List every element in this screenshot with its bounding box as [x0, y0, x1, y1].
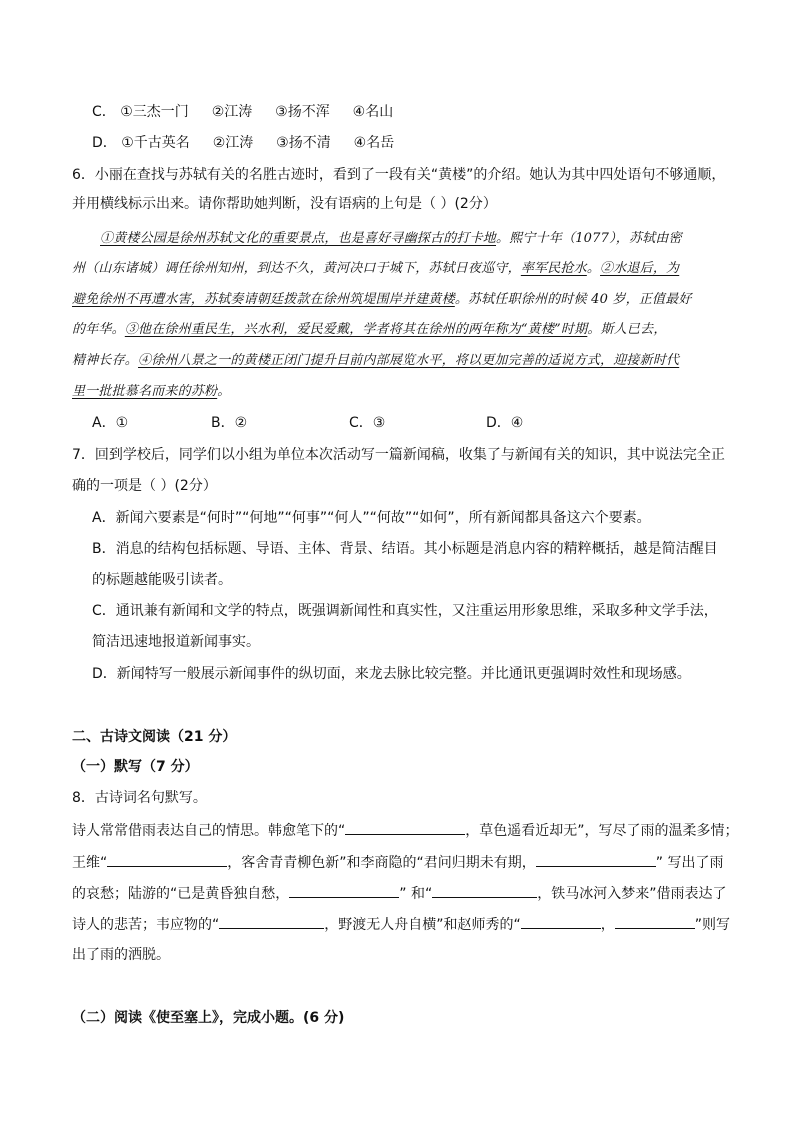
section-title: 二、古诗文阅读（21 分） [72, 729, 237, 745]
q6-option-b[interactable]: B．② [211, 415, 248, 431]
q7-option-d[interactable]: D．新闻特写一般展示新闻事件的纵切面，来龙去脉比较完整。并比通讯更强调时效性和现场感。 [92, 666, 691, 682]
q6-underlined-sentence-4: ④徐州八景之一的黄楼正闭门提升目前内部展览水平，将以更加完善的适说方式，迎接新时代 [138, 353, 680, 368]
q8-text: 王维“ [72, 855, 108, 871]
q5-option-d-item: ④名岳 [353, 135, 395, 151]
q8-blank-4[interactable] [289, 883, 399, 898]
q7-option-c[interactable]: C．通讯兼有新闻和文学的特点，既强调新闻性和真实性，又注重运用形象思维，采取多种文学手法， [92, 603, 718, 619]
q8-text: ，草色遥看近却无”，写尽了雨的温柔多情； [465, 823, 739, 839]
q8-blank-7[interactable] [521, 914, 601, 929]
q6-passage-line [72, 290, 692, 310]
q6-underlined-sentence-1: ①黄楼公园是徐州苏轼文化的重要景点，也是喜好寻幽探古的打卡地 [100, 231, 497, 246]
q8-paragraph-line [72, 852, 723, 873]
subsection-title: （一）默写（7 分） [72, 759, 199, 775]
q6-passage-line [72, 320, 667, 340]
q6-underlined-phrase: 率军民抢水 [520, 261, 587, 276]
q5-option-c-item: ③扬不浑 [275, 104, 330, 120]
q7-stem-line1: 7．回到学校后，同学们以小组为单位本次活动写一篇新闻稿，收集了与新闻有关的知识，其中说法完全正 [72, 447, 725, 463]
q8-text: ， [600, 917, 615, 933]
q8-text: ”则写 [694, 917, 731, 933]
q6-stem-line1: 6．小丽在查找与苏轼有关的名胜古迹时，看到了一段有关“黄楼”的介绍。她认为其中四处语句不够通顺， [72, 167, 726, 183]
q6-passage-text: 。熙宁十年（1077），苏轼由密 [496, 231, 682, 246]
q6-passage-line [100, 229, 682, 249]
q6-stem-line2: 并用横线标示出来。请你帮助她判断，没有语病的上句是（ ）(2分） [72, 196, 497, 212]
q8-text: 诗人的悲苦；韦应物的“ [72, 917, 220, 933]
q8-text: 诗人常常借雨表达自己的情思。韩愈笔下的“ [72, 823, 346, 839]
q6-passage-line [72, 259, 679, 279]
q8-paragraph-line [72, 883, 727, 904]
q8-text: ，野渡无人舟自横”和赵师秀的“ [324, 917, 521, 933]
q6-option-c[interactable]: C．③ [349, 415, 386, 431]
q6-passage-text: 州（山东诸城）调任徐州知州，到达不久，黄河决口于城下，苏轼日夜巡守， [72, 261, 521, 276]
q8-paragraph-line [72, 914, 730, 935]
q8-blank-1[interactable] [345, 820, 465, 835]
q5-option-c-label: C． [92, 104, 116, 120]
q8-blank-5[interactable] [432, 883, 537, 898]
subsection-title: （二）阅读《使至塞上》，完成小题。(6 分) [72, 1010, 345, 1026]
q5-option-c-item: ②江涛 [211, 104, 253, 120]
q6-option-d[interactable]: D．④ [486, 415, 524, 431]
q8-stem: 8．古诗词名句默写。 [72, 790, 207, 806]
q6-passage-line [72, 382, 230, 402]
q8-blank-6[interactable] [219, 914, 324, 929]
q8-text: ” 写出了雨 [655, 855, 724, 871]
q6-underlined-sentence-2: ②水退后，为 [600, 261, 680, 276]
q5-option-c-item: ①三杰一门 [120, 104, 189, 120]
q8-blank-8[interactable] [615, 914, 695, 929]
q6-underlined-sentence-3: ③他在徐州重民生，兴水利，爱民爱戴，学者将其在徐州的两年称为“黄楼”时期 [124, 322, 588, 337]
q7-stem-line2: 确的一项是（ ）(2分） [72, 478, 217, 494]
q8-paragraph-line: 出了雨的洒脱。 [72, 947, 170, 963]
q6-passage-text: 精神长存。 [72, 353, 139, 368]
q6-passage-text: 。 [586, 261, 601, 276]
q6-underlined-sentence-4-cont: 里一批批慕名而来的苏粉 [72, 384, 218, 399]
q5-option-c-item: ④名山 [352, 104, 394, 120]
q6-option-a[interactable]: A．① [92, 415, 129, 431]
q8-text: ，铁马冰河入梦来”借雨表达了 [537, 886, 727, 902]
q6-passage-text: 。 [217, 384, 231, 399]
q8-blank-2[interactable] [107, 852, 227, 867]
q8-blank-3[interactable] [536, 852, 656, 867]
q5-option-d-item: ②江涛 [212, 135, 254, 151]
q6-passage-text: 。斯人已去， [587, 322, 667, 337]
q6-passage-line [72, 351, 679, 371]
q8-text: ，客舍青青柳色新”和李商隐的“君问归期未有期， [227, 855, 536, 871]
q6-passage-text: 的年华。 [72, 322, 125, 337]
q5-option-d [92, 133, 394, 153]
q5-option-d-item: ①千古英名 [121, 135, 190, 151]
q7-option-b[interactable]: B．消息的结构包括标题、导语、主体、背景、结语。其小标题是消息内容的精粹概括，越是简洁醒目 [92, 541, 718, 557]
q5-option-d-label: D． [92, 135, 117, 151]
q7-option-b-cont: 的标题越能吸引读者。 [92, 572, 232, 588]
q6-underlined-sentence-2-cont: 避免徐州不再遭水害，苏轼奏请朝廷拨款在徐州筑堤围岸并建黄楼 [72, 292, 455, 307]
q8-text: ” 和“ [399, 886, 433, 902]
q7-option-c-cont: 简洁迅速地报道新闻事实。 [92, 634, 260, 650]
q8-paragraph-line [72, 820, 739, 841]
q8-text: 的哀愁；陆游的“已是黄昏独自愁， [72, 886, 290, 902]
q7-option-a[interactable]: A．新闻六要素是“何时”“何地”“何事”“何人”“何故”“如何”，所有新闻都具备这六个要素。 [92, 510, 651, 526]
q5-option-c [92, 102, 393, 122]
q5-option-d-item: ③扬不清 [276, 135, 331, 151]
q6-passage-text: 。苏轼任职徐州的时候 40 岁，正值最好 [454, 292, 692, 307]
